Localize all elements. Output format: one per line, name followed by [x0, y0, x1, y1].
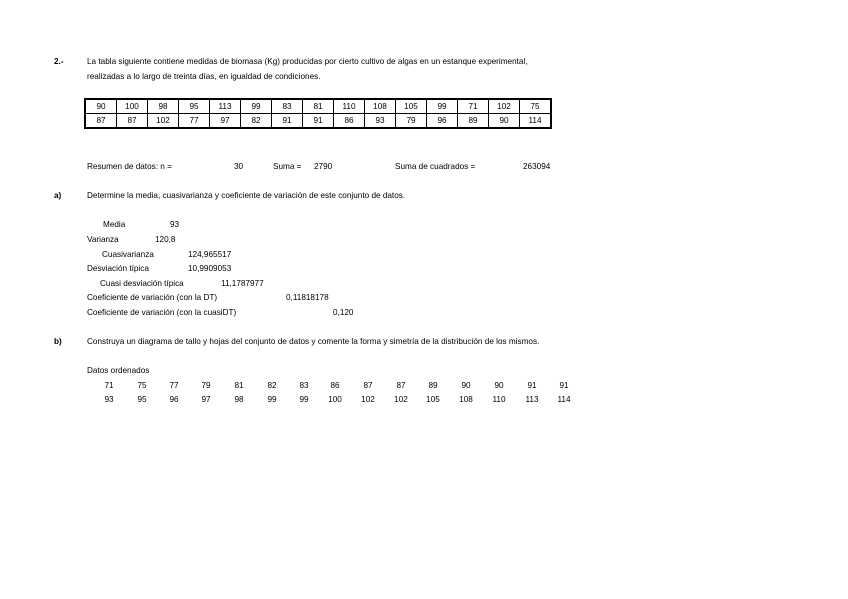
- sorted-data-row: [0, 395, 848, 407]
- table-cell: 75: [520, 99, 552, 114]
- table-cell: 100: [117, 99, 148, 114]
- table-row: [85, 99, 551, 114]
- table-cell: 105: [396, 99, 427, 114]
- cv-cuasidt-label: Coeficiente de variación (con la cuasiDT): [87, 308, 237, 317]
- table-cell: 102: [489, 99, 520, 114]
- sorted-value: 99: [299, 395, 309, 404]
- table-cell: 86: [334, 114, 365, 129]
- cuasivarianza-label: Cuasivarianza: [102, 250, 154, 259]
- table-cell: 87: [85, 114, 117, 129]
- summary-n-value: 30: [234, 162, 244, 171]
- table-cell: 96: [427, 114, 458, 129]
- summary-label: Resumen de datos: n =: [87, 162, 172, 171]
- sorted-value: 102: [394, 395, 408, 404]
- sorted-value: 96: [169, 395, 179, 404]
- table-cell: 91: [303, 114, 334, 129]
- table-cell: 99: [427, 99, 458, 114]
- sorted-value: 90: [494, 381, 504, 390]
- table-cell: 83: [272, 99, 303, 114]
- table-cell: 77: [179, 114, 210, 129]
- table-cell: 90: [489, 114, 520, 129]
- cuasi-desviacion-value: 11,1787977: [221, 279, 264, 288]
- varianza-value: 120,8: [155, 235, 176, 244]
- summary-sum-label: Suma =: [273, 162, 302, 171]
- cv-dt-value: 0,11818178: [286, 293, 329, 302]
- table-cell: 108: [365, 99, 396, 114]
- table-cell: 87: [117, 114, 148, 129]
- sorted-value: 102: [361, 395, 375, 404]
- sorted-value: 100: [328, 395, 342, 404]
- sorted-value: 93: [104, 395, 114, 404]
- part-a-question: Determine la media, cuasivarianza y coeficiente de variación de este conjunto de datos.: [87, 191, 406, 200]
- problem-intro-line2: realizadas a lo largo de treinta días, en igualdad de condiciones.: [87, 72, 321, 81]
- summary-sumsq-value: 263094: [523, 162, 551, 171]
- table-cell: 95: [179, 99, 210, 114]
- summary-sumsq-label: Suma de cuadrados =: [395, 162, 476, 171]
- table-cell: 79: [396, 114, 427, 129]
- table-cell: 113: [210, 99, 241, 114]
- media-label: Media: [103, 220, 126, 229]
- sorted-value: 83: [299, 381, 309, 390]
- table-cell: 98: [148, 99, 179, 114]
- table-cell: 99: [241, 99, 272, 114]
- table-cell: 90: [85, 99, 117, 114]
- sorted-value: 77: [169, 381, 179, 390]
- desviacion-label: Desviación típica: [87, 264, 149, 273]
- cv-dt-label: Coeficiente de variación (con la DT): [87, 293, 218, 302]
- cuasi-desviacion-label: Cuasi desviación típica: [100, 279, 184, 288]
- part-b-question: Construya un diagrama de tallo y hojas del conjunto de datos y comente la forma y simetría de la distribución de los mismos.: [87, 337, 540, 346]
- table-cell: 97: [210, 114, 241, 129]
- table-row: [85, 114, 551, 129]
- part-b-letter: b): [54, 337, 62, 346]
- table-cell: 91: [272, 114, 303, 129]
- sorted-value: 98: [234, 395, 244, 404]
- sorted-value: 110: [492, 395, 506, 404]
- table-cell: 81: [303, 99, 334, 114]
- sorted-value: 71: [104, 381, 114, 390]
- sorted-value: 114: [557, 395, 571, 404]
- sorted-value: 95: [137, 395, 147, 404]
- sorted-value: 79: [201, 381, 211, 390]
- problem-number: 2.-: [54, 57, 64, 66]
- sorted-value: 82: [267, 381, 277, 390]
- sorted-value: 108: [459, 395, 473, 404]
- varianza-label: Varianza: [87, 235, 119, 244]
- sorted-value: 113: [525, 395, 539, 404]
- table-cell: 82: [241, 114, 272, 129]
- sorted-value: 81: [234, 381, 244, 390]
- sorted-data-label: Datos ordenados: [87, 366, 150, 375]
- sorted-data-row: [0, 381, 848, 393]
- sorted-value: 90: [461, 381, 471, 390]
- sorted-value: 91: [559, 381, 569, 390]
- sorted-value: 75: [137, 381, 147, 390]
- table-cell: 102: [148, 114, 179, 129]
- part-a-letter: a): [54, 191, 62, 200]
- table-cell: 71: [458, 99, 489, 114]
- table-cell: 93: [365, 114, 396, 129]
- sorted-value: 97: [201, 395, 211, 404]
- sorted-value: 91: [527, 381, 537, 390]
- sorted-value: 87: [363, 381, 373, 390]
- sorted-value: 87: [396, 381, 406, 390]
- sorted-value: 105: [426, 395, 440, 404]
- biomass-data-table: [84, 98, 552, 129]
- table-cell: 110: [334, 99, 365, 114]
- problem-intro-line1: La tabla siguiente contiene medidas de biomasa (Kg) producidas por cierto cultivo de algas en un estanque experimental,: [87, 57, 528, 66]
- desviacion-value: 10,9909053: [188, 264, 232, 273]
- summary-sum-value: 2790: [314, 162, 333, 171]
- cuasivarianza-value: 124,965517: [188, 250, 232, 259]
- sorted-value: 86: [330, 381, 340, 390]
- media-value: 93: [170, 220, 180, 229]
- sorted-value: 89: [428, 381, 438, 390]
- sorted-value: 99: [267, 395, 277, 404]
- table-cell: 114: [520, 114, 552, 129]
- table-cell: 89: [458, 114, 489, 129]
- cv-cuasidt-value: 0,120: [333, 308, 354, 317]
